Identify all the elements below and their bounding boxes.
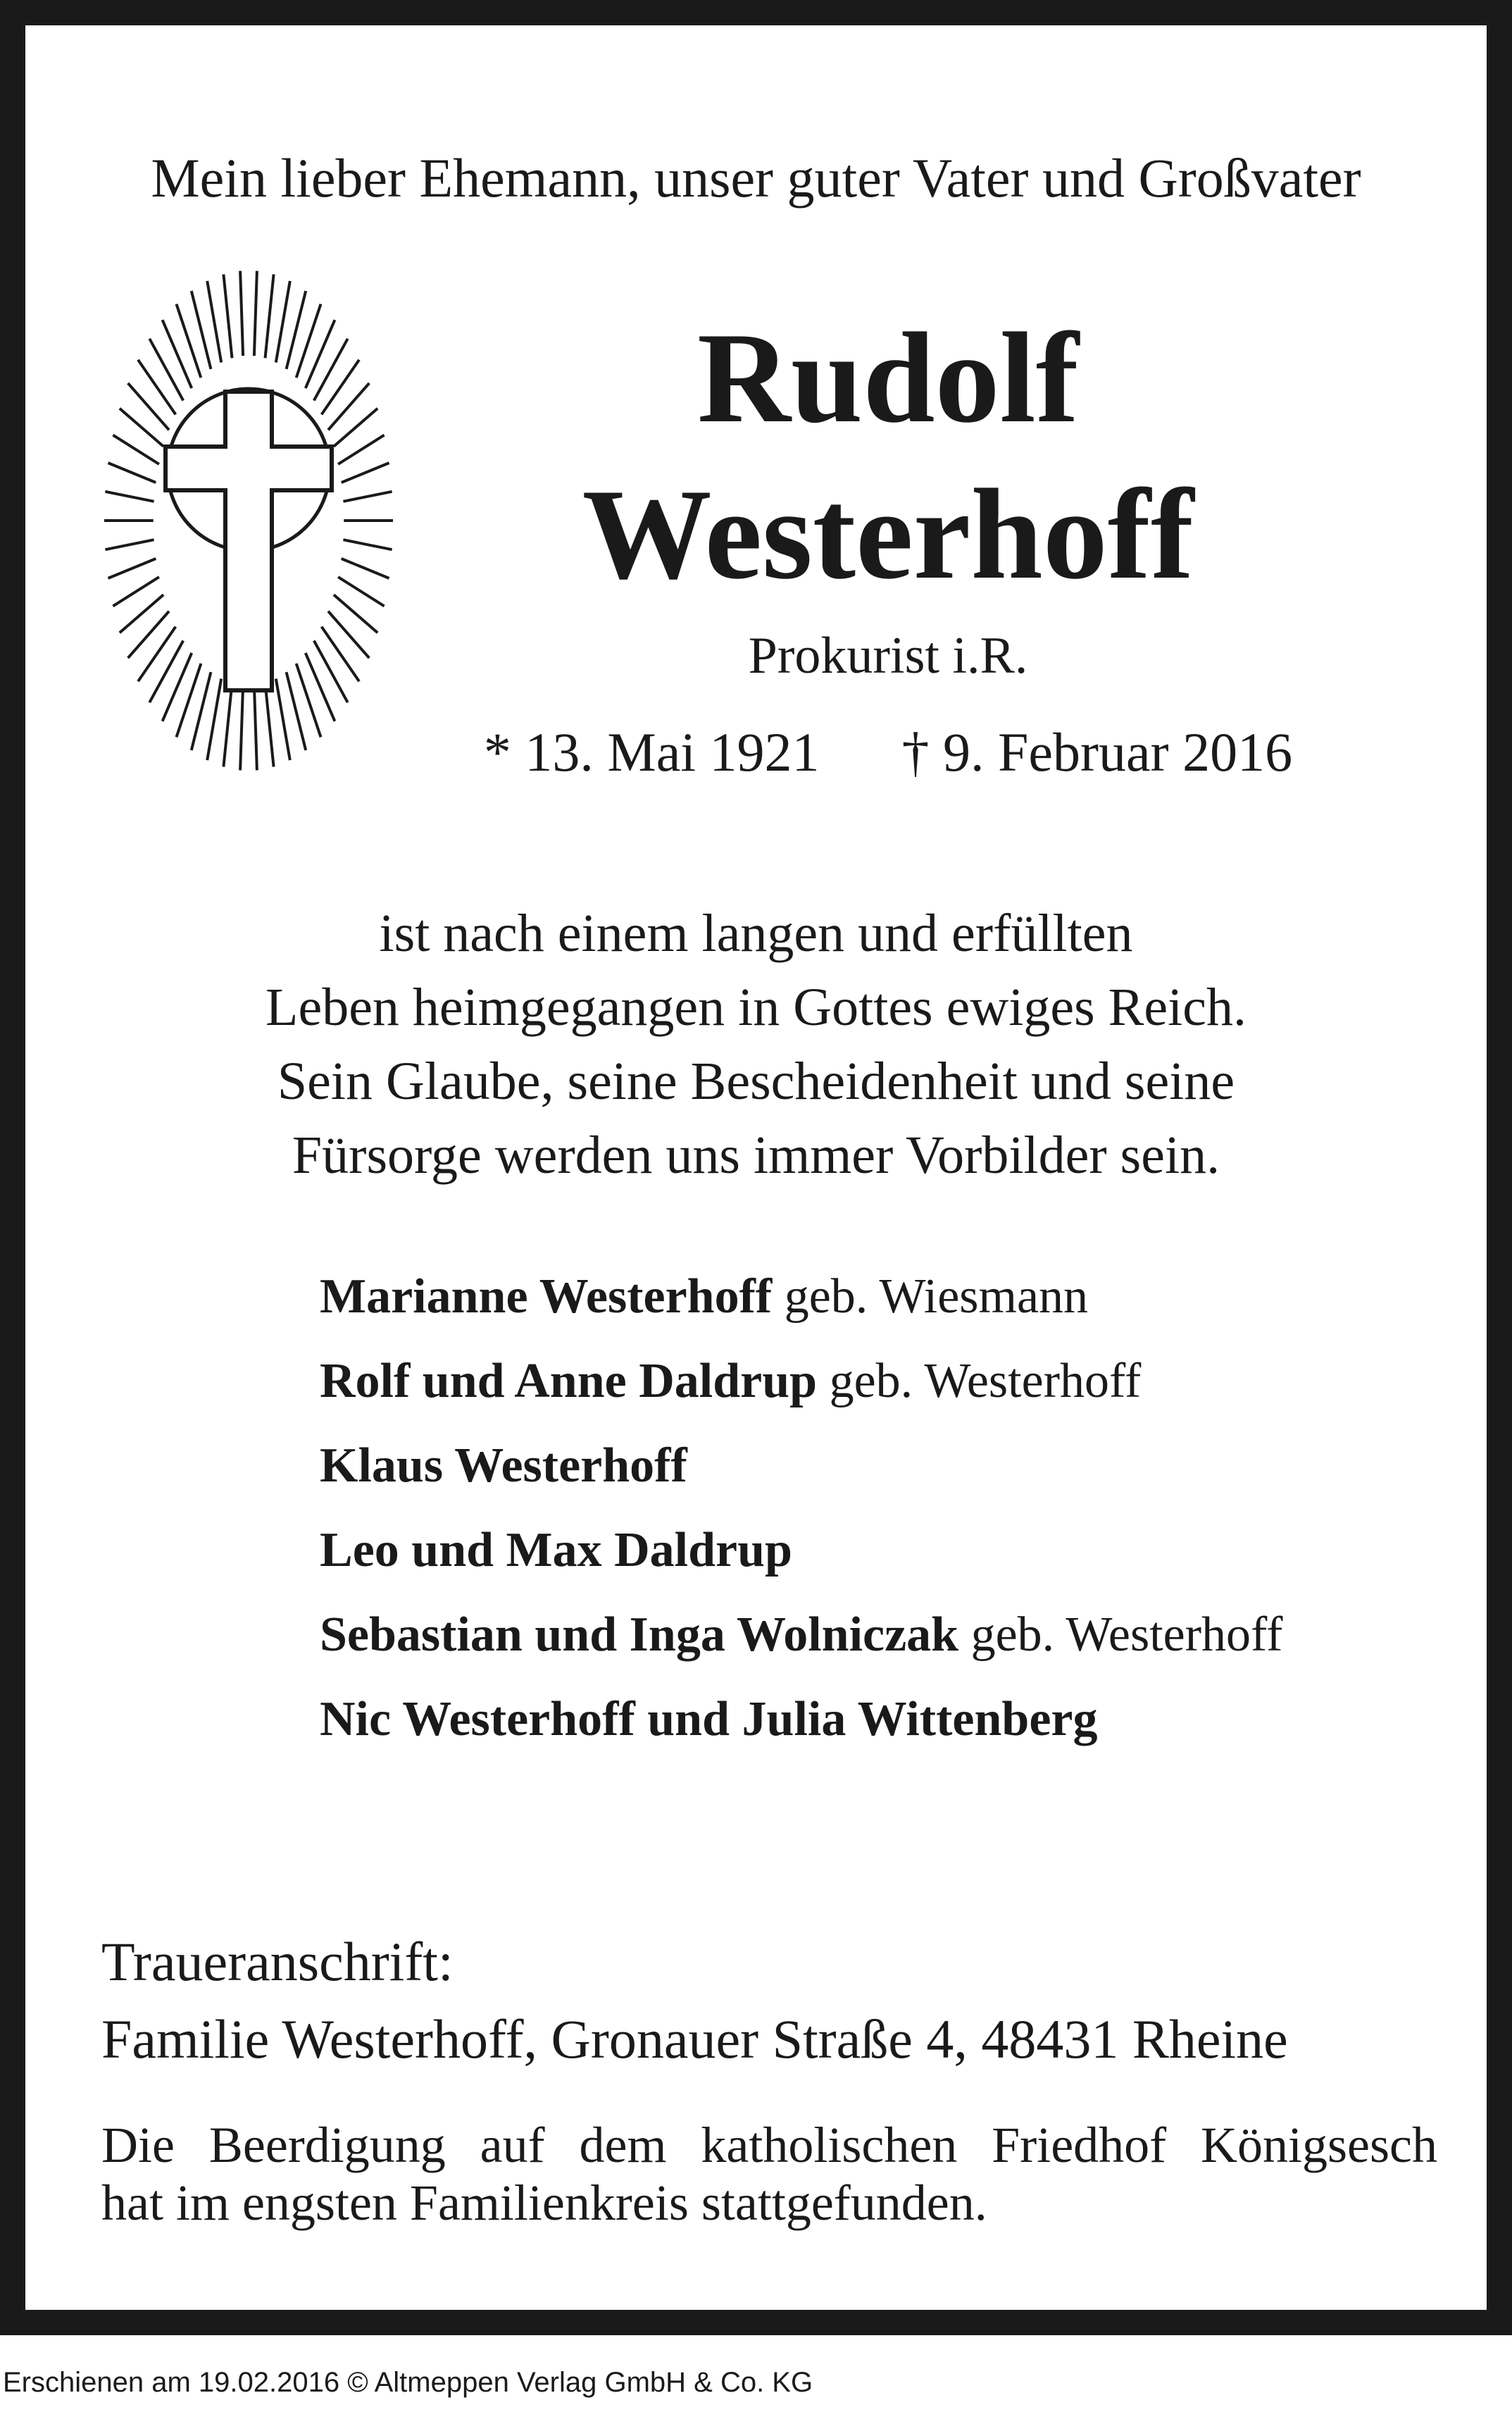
burial-line: hat im engsten Familienkreis stattgefunden. xyxy=(101,2175,987,2231)
mourner-entry xyxy=(320,1339,1461,1424)
deceased-title: Prokurist i.R. xyxy=(748,627,1028,685)
life-dates xyxy=(448,721,1328,783)
mourner-suffix: geb. Westerhoff xyxy=(970,1608,1283,1662)
mourner-suffix: geb. Wiesmann xyxy=(784,1269,1089,1324)
cross-with-rays-icon xyxy=(86,248,411,794)
mourner-entry xyxy=(320,1677,1461,1762)
mourner-name: Klaus Westerhoff xyxy=(320,1438,687,1493)
mourner-entry xyxy=(320,1593,1461,1677)
mourner-entry xyxy=(320,1255,1461,1339)
notice-text-line: Leben heimgegangen in Gottes ewiges Reich. xyxy=(265,978,1247,1037)
address-label: Traueranschrift: xyxy=(101,1931,454,1992)
mourner-entry xyxy=(320,1508,1461,1593)
deceased-last-name: Westerhoff xyxy=(582,462,1194,606)
deceased-first-name: Rudolf xyxy=(697,306,1079,449)
birth-date: * 13. Mai 1921 xyxy=(483,721,820,783)
intro-line: Mein lieber Ehemann, unser guter Vater und Großvater xyxy=(151,147,1361,209)
mourning-address: Familie Westerhoff, Gronauer Straße 4, 48431 Rheine xyxy=(101,2008,1288,2070)
obituary-notice xyxy=(25,25,1487,2310)
mourner-name: Nic Westerhoff und Julia Wittenberg xyxy=(320,1692,1098,1746)
mourner-entry xyxy=(320,1424,1461,1508)
burial-line: Die Beerdigung auf dem katholischen Friedhof Königsesch xyxy=(101,2117,1437,2173)
burial-note xyxy=(101,2116,1437,2232)
notice-text-line: Fürsorge werden uns immer Vorbilder sein. xyxy=(292,1126,1220,1185)
mourner-suffix: geb. Westerhoff xyxy=(829,1354,1142,1408)
notice-text-line: Sein Glaube, seine Bescheidenheit und seine xyxy=(277,1052,1235,1111)
mourners-list xyxy=(320,1255,1461,1762)
notice-text-line: ist nach einem langen und erfüllten xyxy=(379,904,1133,963)
mourner-name: Leo und Max Daldrup xyxy=(320,1523,792,1577)
notice-text xyxy=(25,897,1487,1193)
death-date: † 9. Februar 2016 xyxy=(901,721,1293,783)
publication-footer: Erschienen am 19.02.2016 © Altmeppen Verlag GmbH & Co. KG xyxy=(3,2367,813,2398)
mourner-name: Rolf und Anne Daldrup xyxy=(320,1354,818,1408)
mourner-name: Marianne Westerhoff xyxy=(320,1269,773,1324)
mourner-name: Sebastian und Inga Wolniczak xyxy=(320,1608,959,1662)
